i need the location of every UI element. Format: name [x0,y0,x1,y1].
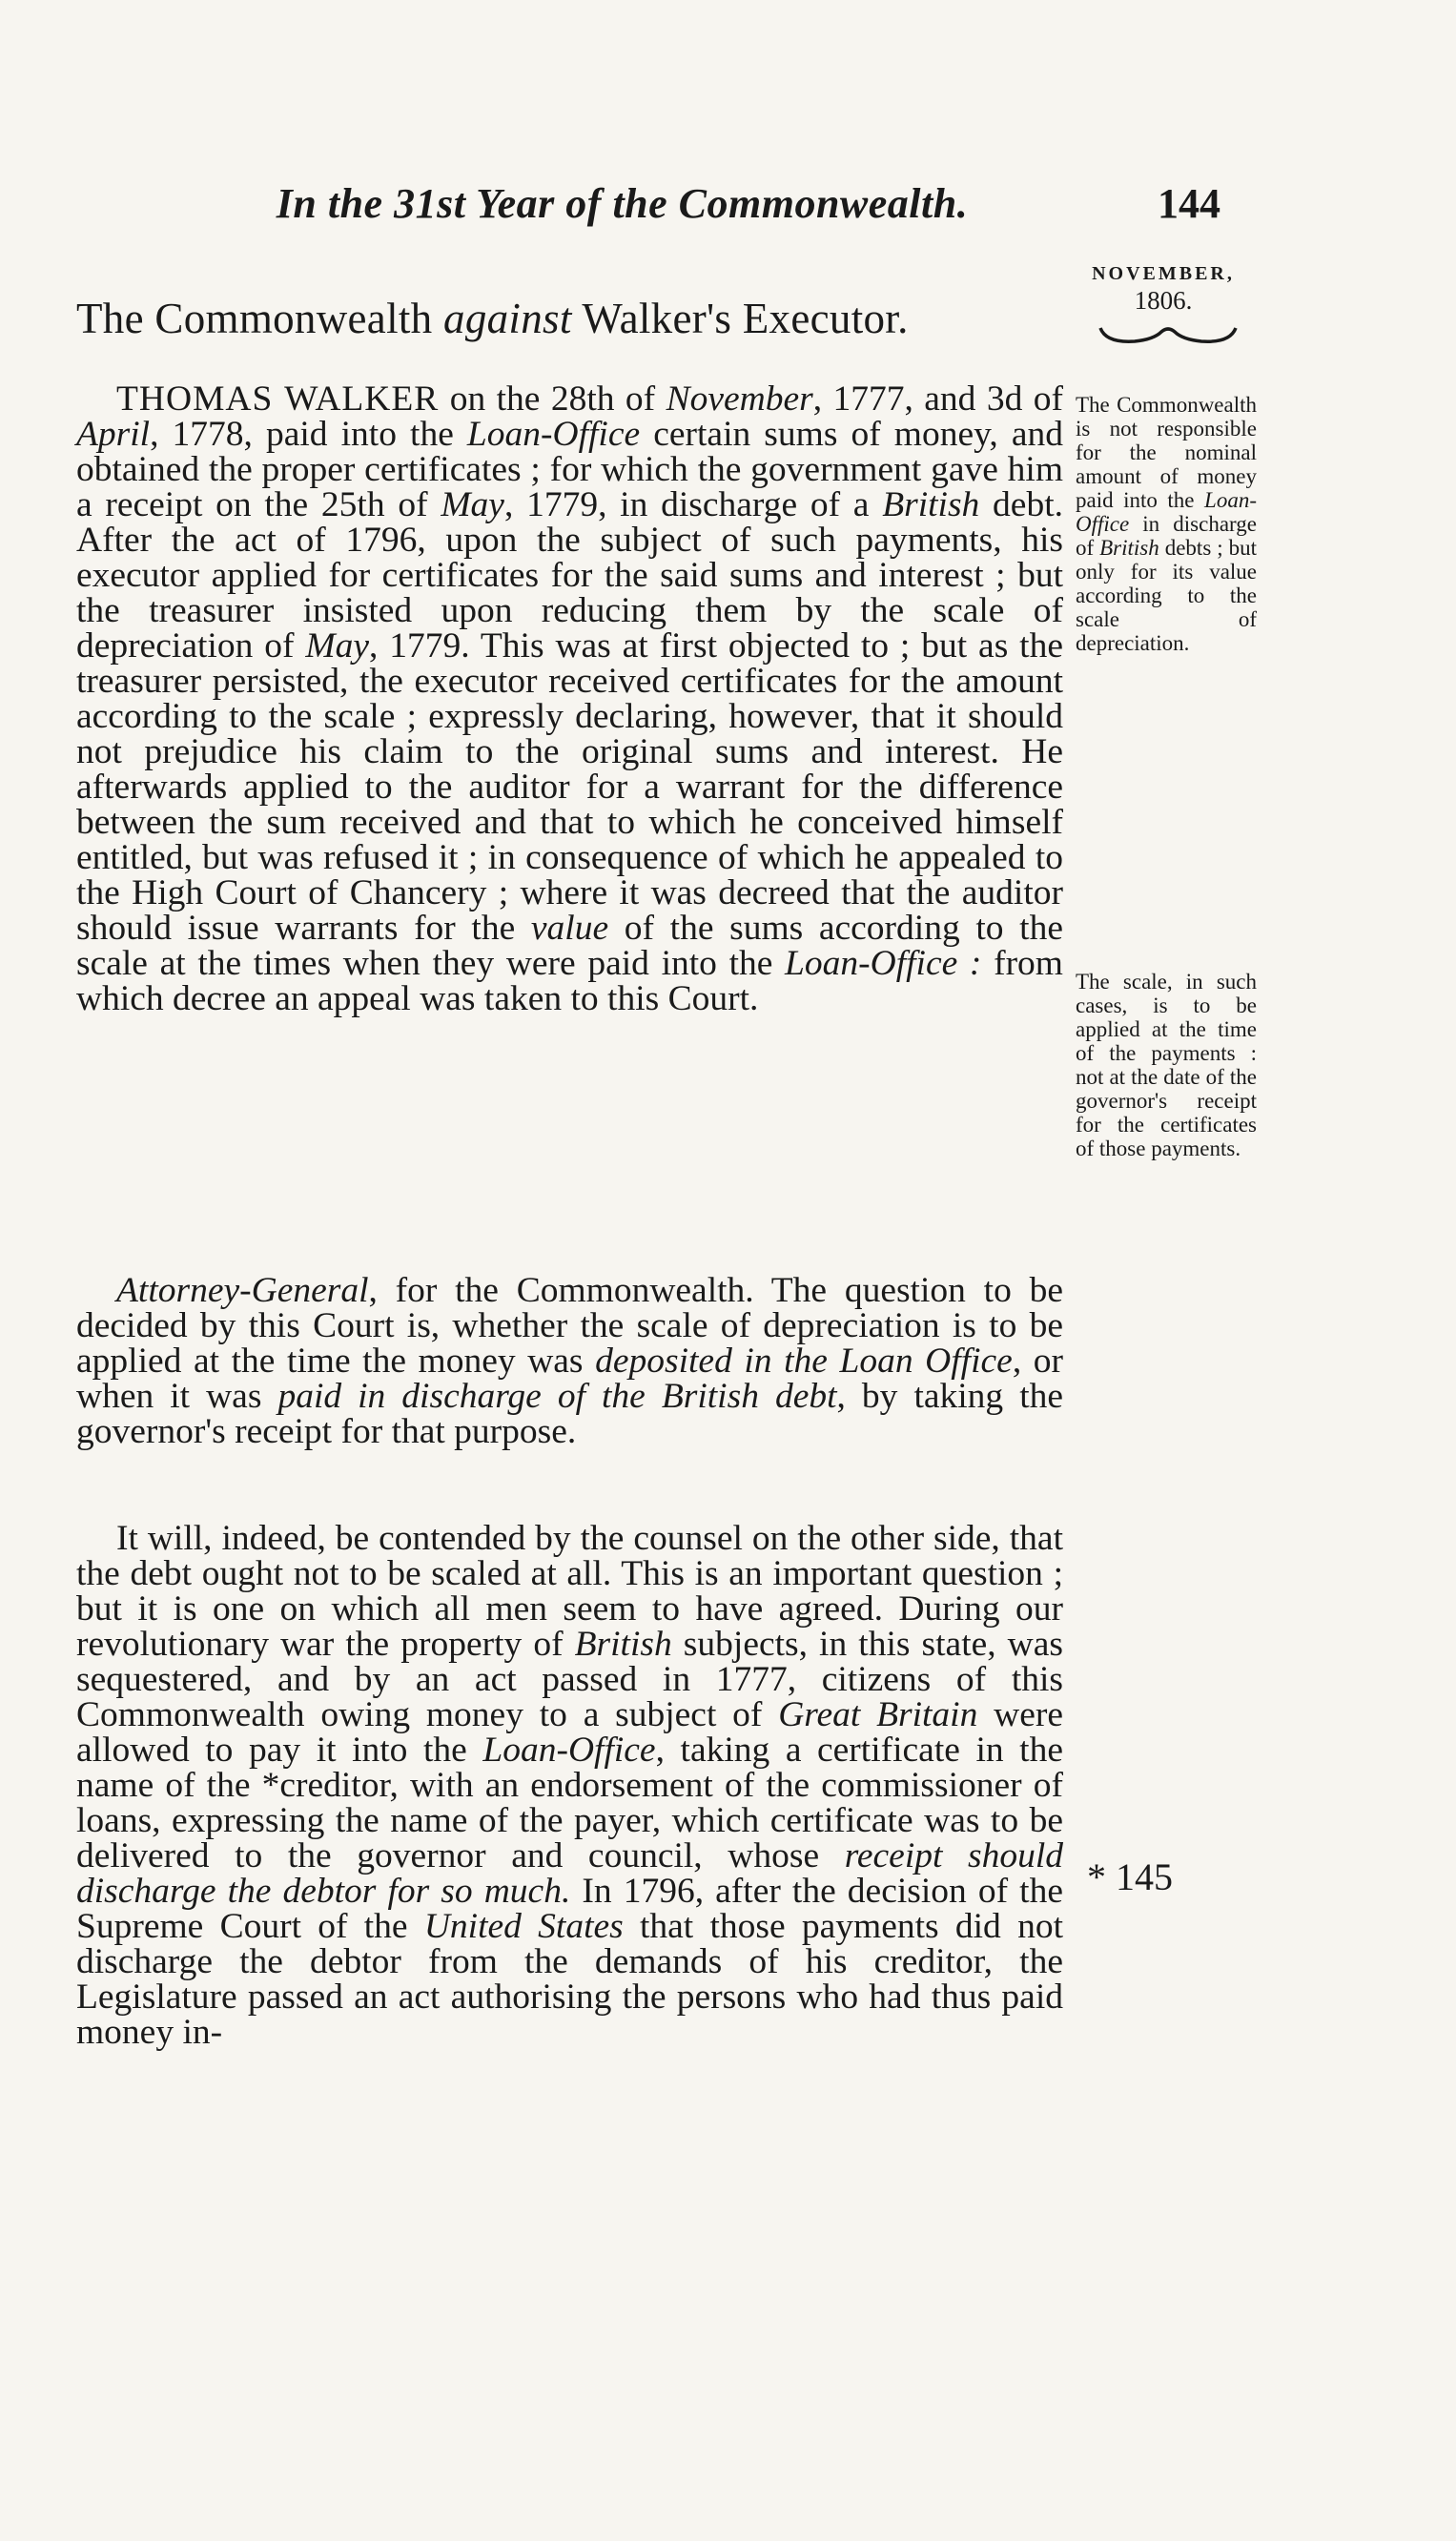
italic-run: May [441,485,504,524]
margin-note-holding [1076,393,1257,655]
text-run: on the 28th of [439,379,666,419]
text-run: , 1778, paid into the [150,415,467,454]
italic-run: British [1099,536,1159,560]
text-run: certain sums of money, and obtained the proper certificates ; for which the government gave him a receipt on the 25th of [76,415,1064,524]
text-run: The scale, in such cases, is to be applied at the time of the payments : not at the date of the governor's receipt for the certificates of those payments. [1076,970,1257,1160]
italic-run: United States [423,1907,624,1946]
text-run: , for the Commonwealth. The question to be decided by this Court is, whether the scale of depreciation is to be applied at the time the money was [76,1271,1063,1381]
text-run: of the sums according to the scale at the times when they were paid into the [76,909,1063,983]
text-run: , 1779, in discharge of a [503,485,883,524]
running-head: In the 31st Year of the Commonwealth. [276,180,969,227]
page-number: 144 [1158,180,1220,227]
italic-run: British [882,485,980,524]
margin-note-scale [1076,970,1257,1160]
case-title [76,294,1068,343]
star-page-reference: * 145 [1087,1855,1173,1898]
text-run: In 1796, after the decision of the Supreme Court of the [76,1872,1063,1946]
case-title-part: The Commonwealth [76,295,444,342]
speaker-name: Attorney-General [116,1271,369,1310]
dateline-month: NOVEMBER, [1092,263,1235,284]
text-run: that those payments did not discharge the debtor from the demands of his creditor, the Legislature passed an act authorising the persons who had thus paid money in- [76,1907,1063,2052]
italic-run: Loan-Office [466,415,641,454]
text-run: in discharge of [1076,512,1257,560]
italic-run: Loan-Office [1076,488,1257,536]
italic-run: May [305,626,369,666]
text-run: subjects, in this state, was sequestered, and by an act passed in 1777, citizens of this Commonwealth owing money to a subject of [76,1625,1064,1734]
paragraph-facts [76,381,1063,1016]
text-run: It will, indeed, be contended by the counsel on the other side, that the debt ought not to be scaled at all. This is an important question ; but it is one on which all men seem to have agreed. During our revolutionary war the property of [76,1519,1063,1664]
dateline-year: 1806. [1134,286,1193,315]
italic-run: receipt should discharge the debtor for so much. [76,1836,1064,1911]
text-run: debt. After the act of 1796, upon the subject of such payments, his executor applied for certificates for the said sums and interest ; but the treasurer insisted upon reducing them by the scale of depreciation of [76,485,1063,666]
text-run: The Commonwealth is not responsible for the nominal amount of money paid into the [1076,393,1257,512]
italic-run: value [530,909,609,948]
italic-run: November [666,379,813,419]
paragraph-attorney-general [76,1273,1063,1449]
text-run: , by taking the governor's receipt for that purpose. [76,1377,1064,1451]
italic-run: British [574,1625,672,1664]
curly-brace-ornament [1097,322,1240,351]
italic-run: Loan-Office : [785,944,982,983]
text-run: , or when it was [76,1342,1063,1416]
italic-run: deposited in the Loan Office [595,1342,1013,1381]
italic-run: April [76,415,151,454]
text-run: , 1777, and 3d of [812,379,1063,419]
italic-run: paid in discharge of the British debt [277,1377,837,1416]
case-title-against: against [443,295,572,342]
italic-run: Great Britain [778,1695,978,1734]
italic-run: Loan-Office [482,1731,656,1770]
case-title-part: Walker's Executor. [571,295,909,342]
text-run: were allowed to pay it into the [76,1695,1064,1770]
text-run: debts ; but only for its value according to the scale of depreciation. [1076,536,1257,655]
text-run: , 1779. This was at first objected to ; but as the treasurer persisted, the executor received certificates for the amount according to the scale ; expressly declaring, however, that it should not prejudice his claim to the original sums and interest. He afterwards applied to the auditor for a warrant for the difference between the sum received and that to which he conceived himself entitled, but was refused it ; in consequence of which he appealed to the High Court of Chancery ; where it was decreed that the auditor should issue warrants for the [76,626,1063,948]
paragraph-argument [76,1521,1063,2050]
text-run: , taking a certificate in the name of the *creditor, with an endorsement of the commissioner of loans, expressing the name of the payer, which certificate was to be delivered to the governor and council, whose [76,1731,1063,1875]
text-run: from which decree an appeal was taken to this Court. [76,944,1063,1018]
party-name: THOMAS WALKER [116,379,440,419]
